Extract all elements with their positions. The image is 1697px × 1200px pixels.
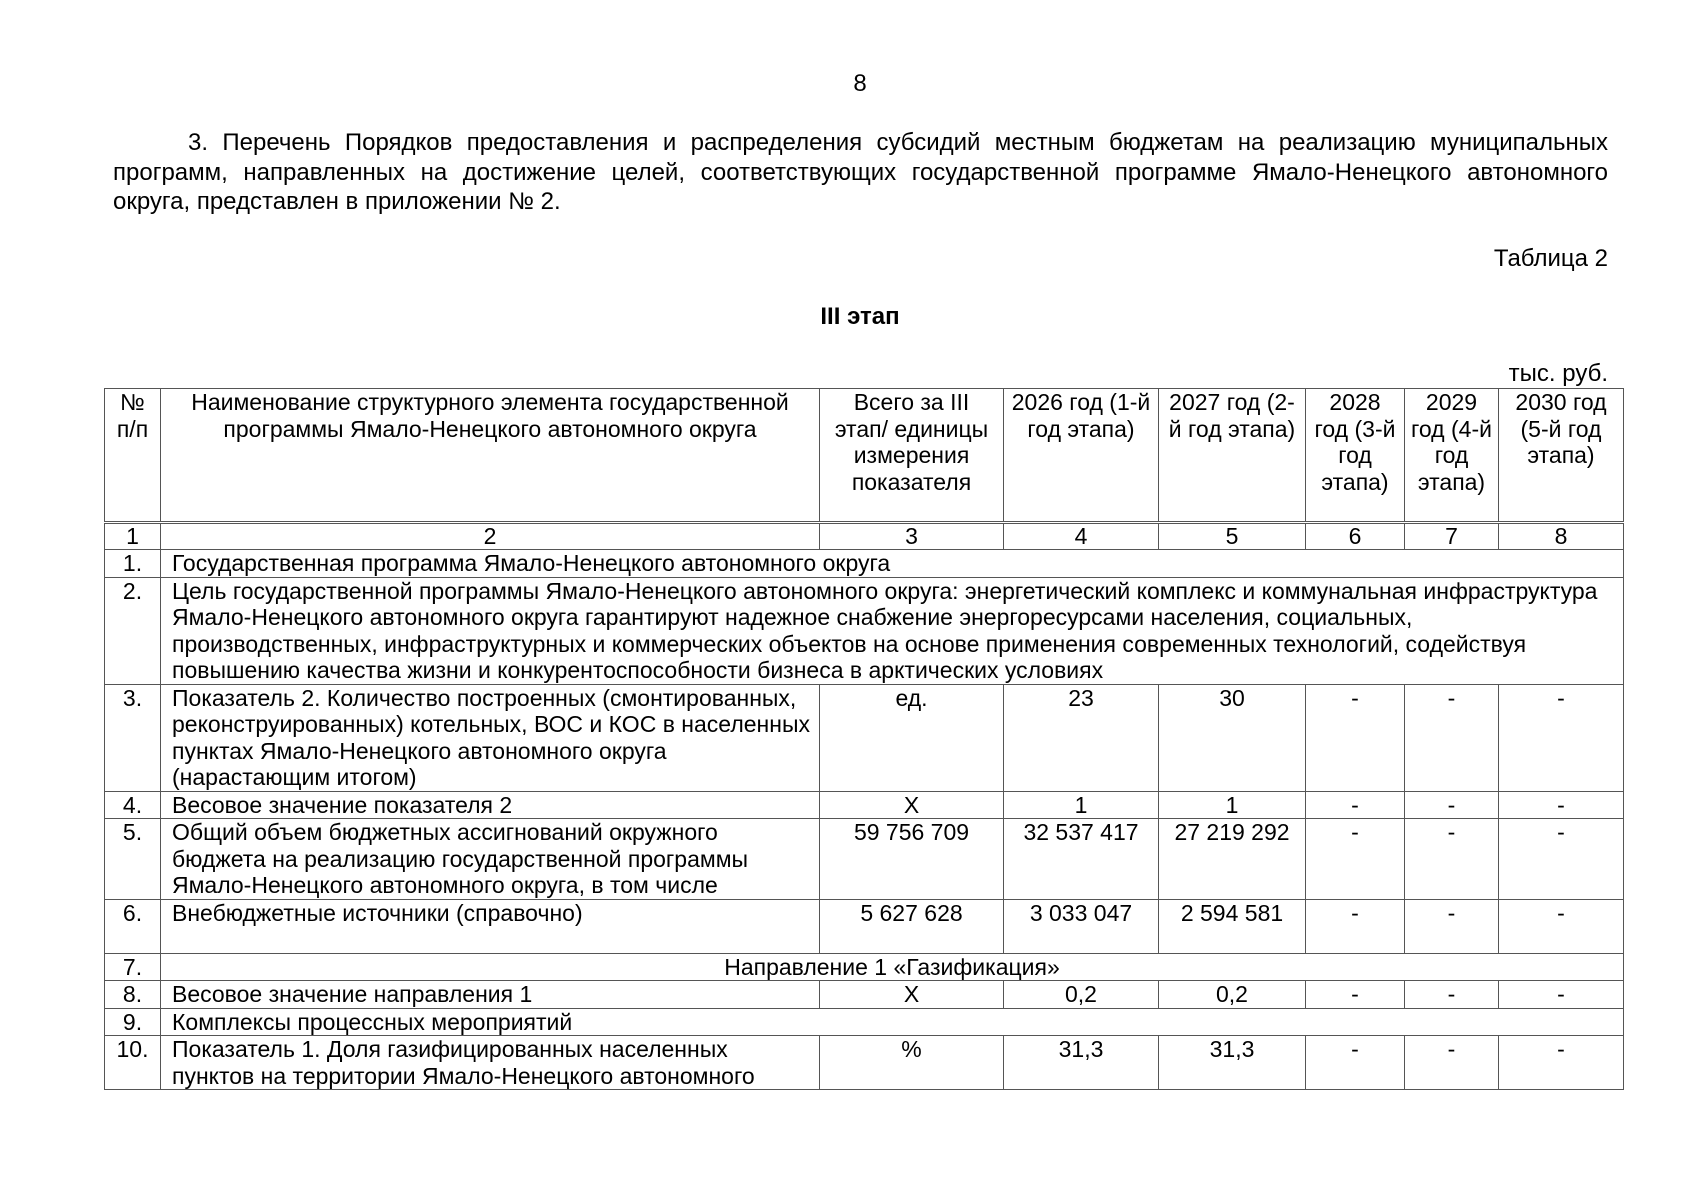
header-2030: 2030 год (5-й год этапа) xyxy=(1499,389,1624,523)
row-total: Х xyxy=(820,981,1004,1009)
row-2030: - xyxy=(1499,1036,1624,1090)
column-number: 6 xyxy=(1306,523,1405,550)
column-number: 4 xyxy=(1004,523,1159,550)
table-header-row xyxy=(105,389,1624,523)
row-number: 8. xyxy=(105,981,161,1009)
header-2029: 2029 год (4-й год этапа) xyxy=(1405,389,1499,523)
table-row xyxy=(105,899,1624,953)
table-row xyxy=(105,577,1624,684)
row-2028: - xyxy=(1306,819,1405,900)
column-number: 7 xyxy=(1405,523,1499,550)
row-2026: 3 033 047 xyxy=(1004,899,1159,953)
row-name: Внебюджетные источники (справочно) xyxy=(161,899,820,953)
row-2029: - xyxy=(1405,684,1499,791)
table-row xyxy=(105,1036,1624,1090)
units-label: тыс. руб. xyxy=(1508,360,1608,387)
table-row xyxy=(105,684,1624,791)
row-name: Показатель 1. Доля газифицированных населенных пунктов на территории Ямало-Ненецкого автономного xyxy=(161,1036,820,1090)
table-row xyxy=(105,1008,1624,1036)
header-name: Наименование структурного элемента государственной программы Ямало-Ненецкого автономного округа xyxy=(161,389,820,523)
table-caption: Таблица 2 xyxy=(1493,245,1608,272)
column-number: 1 xyxy=(105,523,161,550)
row-2028: - xyxy=(1306,1036,1405,1090)
column-number: 8 xyxy=(1499,523,1624,550)
row-name: Государственная программа Ямало-Ненецкого автономного округа xyxy=(161,550,1624,578)
row-total: 59 756 709 xyxy=(820,819,1004,900)
row-2029: - xyxy=(1405,1036,1499,1090)
stage-title: III этап xyxy=(820,303,900,330)
header-number: № п/п xyxy=(105,389,161,523)
row-name: Весовое значение показателя 2 xyxy=(161,791,820,819)
header-2026: 2026 год (1-й год этапа) xyxy=(1004,389,1159,523)
header-total: Всего за III этап/ единицы измерения показателя xyxy=(820,389,1004,523)
row-2030: - xyxy=(1499,684,1624,791)
column-number: 5 xyxy=(1159,523,1306,550)
row-2027: 30 xyxy=(1159,684,1306,791)
row-number: 7. xyxy=(105,953,161,981)
row-number: 5. xyxy=(105,819,161,900)
row-name: Весовое значение направления 1 xyxy=(161,981,820,1009)
row-total: Х xyxy=(820,791,1004,819)
row-2028: - xyxy=(1306,899,1405,953)
row-2026: 0,2 xyxy=(1004,981,1159,1009)
row-total: % xyxy=(820,1036,1004,1090)
row-2030: - xyxy=(1499,791,1624,819)
row-2030: - xyxy=(1499,899,1624,953)
table-row xyxy=(105,953,1624,981)
row-2027: 31,3 xyxy=(1159,1036,1306,1090)
row-number: 1. xyxy=(105,550,161,578)
column-number-row xyxy=(105,523,1624,550)
row-2028: - xyxy=(1306,684,1405,791)
row-number: 4. xyxy=(105,791,161,819)
row-number: 10. xyxy=(105,1036,161,1090)
indicators-table xyxy=(104,388,1624,1090)
row-number: 9. xyxy=(105,1008,161,1036)
row-number: 3. xyxy=(105,684,161,791)
column-number: 3 xyxy=(820,523,1004,550)
row-total: ед. xyxy=(820,684,1004,791)
table-row xyxy=(105,791,1624,819)
row-2027: 1 xyxy=(1159,791,1306,819)
table-row xyxy=(105,981,1624,1009)
row-2026: 23 xyxy=(1004,684,1159,791)
intro-paragraph: 3. Перечень Порядков предоставления и распределения субсидий местным бюджетам на реализацию муниципальных программ, направленных на достижение целей, соответствующих государственной программе Ямало-Ненецкого автономного округа, представлен в приложении № 2. xyxy=(113,129,1608,215)
table-row xyxy=(105,550,1624,578)
row-2028: - xyxy=(1306,791,1405,819)
row-name: Общий объем бюджетных ассигнований окружного бюджета на реализацию государственной программы Ямало-Ненецкого автономного округа, в том числе xyxy=(161,819,820,900)
row-name: Комплексы процессных мероприятий xyxy=(161,1008,1624,1036)
row-2027: 2 594 581 xyxy=(1159,899,1306,953)
row-2029: - xyxy=(1405,819,1499,900)
row-2026: 1 xyxy=(1004,791,1159,819)
table-row xyxy=(105,819,1624,900)
direction-title: Направление 1 «Газификация» xyxy=(161,953,1624,981)
row-2030: - xyxy=(1499,819,1624,900)
header-2027: 2027 год (2-й год этапа) xyxy=(1159,389,1306,523)
row-2027: 0,2 xyxy=(1159,981,1306,1009)
row-2026: 32 537 417 xyxy=(1004,819,1159,900)
row-2028: - xyxy=(1306,981,1405,1009)
row-name: Показатель 2. Количество построенных (смонтированных, реконструированных) котельных, ВОС и КОС в населенных пунктах Ямало-Ненецкого автономного округа (нарастающим итогом) xyxy=(161,684,820,791)
row-2029: - xyxy=(1405,899,1499,953)
row-number: 2. xyxy=(105,577,161,684)
page-number: 8 xyxy=(853,70,867,97)
row-2027: 27 219 292 xyxy=(1159,819,1306,900)
column-number: 2 xyxy=(161,523,820,550)
row-total: 5 627 628 xyxy=(820,899,1004,953)
row-2029: - xyxy=(1405,791,1499,819)
header-2028: 2028 год (3-й год этапа) xyxy=(1306,389,1405,523)
row-number: 6. xyxy=(105,899,161,953)
row-2026: 31,3 xyxy=(1004,1036,1159,1090)
row-name: Цель государственной программы Ямало-Ненецкого автономного округа: энергетический комплекс и коммунальная инфраструктура Ямало-Ненецкого автономного округа гарантируют надежное снабжение энергоресурсами населения, социальных, производственных, инфраструктурных и коммерческих объектов на основе применения современных технологий, содействуя повышению качества жизни и конкурентоспособности бизнеса в арктических условиях xyxy=(161,577,1624,684)
row-2030: - xyxy=(1499,981,1624,1009)
row-2029: - xyxy=(1405,981,1499,1009)
